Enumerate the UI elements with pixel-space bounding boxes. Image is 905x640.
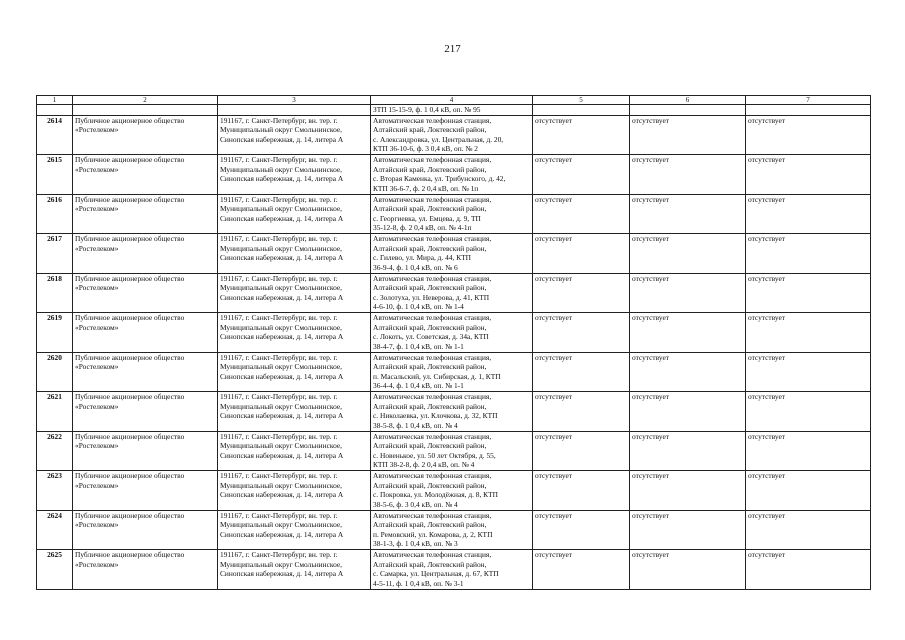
table-row [37, 155, 871, 195]
object-line: Автоматическая телефонная станция, [373, 510, 492, 520]
address-line: 191167, г. Санкт-Петербург, вн. тер. г. [220, 352, 338, 362]
status-cell: отсутствует [533, 510, 630, 550]
address-cell [218, 273, 371, 313]
address-cell [218, 234, 371, 274]
table-row [37, 431, 871, 471]
address-line: 191167, г. Санкт-Петербург, вн. тер. г. [220, 431, 338, 441]
row-number-cell: 2620 [37, 352, 73, 392]
object-line: Автоматическая телефонная станция, [373, 155, 492, 165]
status-cell: отсутствует [630, 115, 746, 155]
address-line: 191167, г. Санкт-Петербург, вн. тер. г. [220, 313, 338, 323]
address-line: Муниципальный округ Смольнинское, [220, 164, 342, 174]
organization-line: Публичное акционерное общество [75, 550, 185, 560]
organization-cell [73, 471, 218, 511]
address-line: Муниципальный округ Смольнинское, [220, 204, 342, 214]
address-line: Муниципальный округ Смольнинское, [220, 283, 342, 293]
address-cell [218, 431, 371, 471]
organization-cell [73, 313, 218, 353]
organization-line: «Ростелеком» [75, 322, 119, 332]
organization-line: «Ростелеком» [75, 559, 119, 569]
column-header: 2 [73, 96, 218, 105]
status-cell: отсутствует [533, 431, 630, 471]
address-line: 191167, г. Санкт-Петербург, вн. тер. г. [220, 194, 338, 204]
table-row [37, 273, 871, 313]
address-cell [218, 115, 371, 155]
column-header: 6 [630, 96, 746, 105]
organization-line: Публичное акционерное общество [75, 471, 185, 481]
address-line: Муниципальный округ Смольнинское, [220, 125, 342, 135]
object-line: 38-5-6, ф. 3 0,4 кВ, оп. № 4 [373, 499, 458, 509]
address-cell [218, 471, 371, 511]
status-cell: отсутствует [630, 392, 746, 432]
object-line: Алтайский край, Локтевский район, [373, 204, 487, 214]
status-cell: отсутствует [533, 352, 630, 392]
status-cell: отсутствует [533, 550, 630, 590]
table-row [37, 115, 871, 155]
row-number-cell: 2614 [37, 115, 73, 155]
object-line: Алтайский край, Локтевский район, [373, 283, 487, 293]
object-line: с. Александровка, ул. Центральная, д. 20, [373, 134, 504, 144]
object-cell [371, 155, 533, 195]
organization-line: Публичное акционерное общество [75, 273, 185, 283]
status-cell: отсутствует [630, 550, 746, 590]
status-cell: отсутствует [630, 431, 746, 471]
address-line: Синопская набережная, д. 14, литера А [220, 253, 344, 263]
row-number-cell: 2618 [37, 273, 73, 313]
organization-line: Публичное акционерное общество [75, 115, 185, 125]
object-cell [371, 352, 533, 392]
table-row [37, 392, 871, 432]
object-line: Алтайский край, Локтевский район, [373, 480, 487, 490]
object-line: Алтайский край, Локтевский район, [373, 559, 487, 569]
organization-cell [73, 431, 218, 471]
object-line: 36-4-4, ф. 1 0,4 кВ, оп. № 1-1 [373, 381, 464, 391]
object-line: с. Георгиевка, ул. Емцева, д. 9, ТП [373, 213, 481, 223]
object-cell [371, 471, 533, 511]
object-line: с. Николаевка, ул. Клочкова, д. 32, КТП [373, 411, 498, 421]
status-cell: отсутствует [746, 471, 871, 511]
address-line: 191167, г. Санкт-Петербург, вн. тер. г. [220, 471, 338, 481]
address-cell [218, 550, 371, 590]
status-cell: отсутствует [533, 273, 630, 313]
address-line: 191167, г. Санкт-Петербург, вн. тер. г. [220, 550, 338, 560]
object-line: с. Золотуха, ул. Неверова, д. 41, КТП [373, 292, 490, 302]
object-line: 38-5-8, ф. 1 0,4 кВ, оп. № 4 [373, 420, 458, 430]
object-cell [371, 431, 533, 471]
organization-line: «Ростелеком» [75, 125, 119, 135]
address-line: Синопская набережная, д. 14, литера А [220, 490, 344, 500]
organization-line: Публичное акционерное общество [75, 155, 185, 165]
object-line: с. Покровка, ул. Молодёжная, д. 8, КТП [373, 490, 498, 500]
address-cell [218, 510, 371, 550]
object-line: Автоматическая телефонная станция, [373, 273, 492, 283]
address-cell [218, 392, 371, 432]
status-cell: отсутствует [630, 313, 746, 353]
organization-line: «Ростелеком» [75, 164, 119, 174]
object-line: Алтайский край, Локтевский район, [373, 441, 487, 451]
address-line: Муниципальный округ Смольнинское, [220, 520, 342, 530]
status-cell: отсутствует [630, 352, 746, 392]
continuation-cell [746, 105, 871, 116]
status-cell: отсутствует [533, 392, 630, 432]
address-line: Синопская набережная, д. 14, литера А [220, 569, 344, 579]
organization-line: Публичное акционерное общество [75, 194, 185, 204]
address-cell [218, 155, 371, 195]
status-cell: отсутствует [746, 194, 871, 234]
address-cell [218, 352, 371, 392]
object-line: Автоматическая телефонная станция, [373, 471, 492, 481]
object-line: Алтайский край, Локтевский район, [373, 125, 487, 135]
object-cell [371, 510, 533, 550]
status-cell: отсутствует [630, 471, 746, 511]
table-row [37, 550, 871, 590]
organization-line: Публичное акционерное общество [75, 234, 185, 244]
address-line: Муниципальный округ Смольнинское, [220, 401, 342, 411]
organization-cell [73, 550, 218, 590]
address-line: Синопская набережная, д. 14, литера А [220, 174, 344, 184]
organization-line: Публичное акционерное общество [75, 392, 185, 402]
status-cell: отсутствует [746, 510, 871, 550]
status-cell: отсутствует [630, 194, 746, 234]
object-line: Алтайский край, Локтевский район, [373, 362, 487, 372]
object-line: с. Самарка, ул. Центральная, д. 67, КТП [373, 569, 499, 579]
status-cell: отсутствует [630, 273, 746, 313]
address-line: Муниципальный округ Смольнинское, [220, 480, 342, 490]
address-line: Синопская набережная, д. 14, литера А [220, 450, 344, 460]
status-cell: отсутствует [746, 352, 871, 392]
continuation-object-cell: ЗТП 15-15-9, ф. 1 0,4 кВ, оп. № 95 [371, 105, 533, 116]
organization-line: «Ростелеком» [75, 441, 119, 451]
status-cell: отсутствует [746, 155, 871, 195]
status-cell: отсутствует [746, 392, 871, 432]
row-number-cell: 2625 [37, 550, 73, 590]
address-line: Синопская набережная, д. 14, литера А [220, 332, 344, 342]
object-line: Алтайский край, Локтевский район, [373, 243, 487, 253]
organization-cell [73, 115, 218, 155]
object-line: Автоматическая телефонная станция, [373, 431, 492, 441]
object-cell [371, 392, 533, 432]
object-line: Автоматическая телефонная станция, [373, 550, 492, 560]
object-line: Автоматическая телефонная станция, [373, 392, 492, 402]
object-line: п. Ремовский, ул. Комарова, д. 2, КТП [373, 529, 493, 539]
object-line: 35-12-8, ф. 2 0,4 кВ, оп. № 4-1п [373, 223, 472, 233]
address-line: 191167, г. Санкт-Петербург, вн. тер. г. [220, 234, 338, 244]
address-line: Муниципальный округ Смольнинское, [220, 441, 342, 451]
address-line: Муниципальный округ Смольнинское, [220, 322, 342, 332]
status-cell: отсутствует [533, 234, 630, 274]
table-row [37, 313, 871, 353]
organization-cell [73, 273, 218, 313]
object-line: 38-1-3, ф. 1 0,4 кВ, оп. № 3 [373, 539, 458, 549]
object-cell [371, 234, 533, 274]
address-cell [218, 313, 371, 353]
address-line: 191167, г. Санкт-Петербург, вн. тер. г. [220, 510, 338, 520]
object-line: 36-9-4, ф. 1 0,4 кВ, оп. № 6 [373, 262, 458, 272]
column-header: 1 [37, 96, 73, 105]
table-row [37, 352, 871, 392]
status-cell: отсутствует [630, 155, 746, 195]
status-cell: отсутствует [746, 431, 871, 471]
object-line: Автоматическая телефонная станция, [373, 194, 492, 204]
continuation-row [37, 105, 871, 116]
table-row [37, 194, 871, 234]
object-line: с. Локоть, ул. Советская, д. 34а, КТП [373, 332, 489, 342]
object-line: Алтайский край, Локтевский район, [373, 401, 487, 411]
organization-line: «Ростелеком» [75, 204, 119, 214]
status-cell: отсутствует [630, 234, 746, 274]
continuation-cell [37, 105, 73, 116]
organization-cell [73, 510, 218, 550]
object-line: Автоматическая телефонная станция, [373, 115, 492, 125]
row-number-cell: 2623 [37, 471, 73, 511]
organization-cell [73, 392, 218, 432]
object-cell [371, 313, 533, 353]
object-line: Алтайский край, Локтевский район, [373, 520, 487, 530]
column-header: 4 [371, 96, 533, 105]
continuation-cell [218, 105, 371, 116]
address-line: Муниципальный округ Смольнинское, [220, 362, 342, 372]
object-line: п. Масальский, ул. Сибирская, д. 1, КТП [373, 371, 501, 381]
address-line: Муниципальный округ Смольнинское, [220, 243, 342, 253]
status-cell: отсутствует [746, 234, 871, 274]
organization-line: «Ростелеком» [75, 243, 119, 253]
status-cell: отсутствует [533, 194, 630, 234]
address-line: 191167, г. Санкт-Петербург, вн. тер. г. [220, 392, 338, 402]
object-line: Автоматическая телефонная станция, [373, 352, 492, 362]
object-cell [371, 550, 533, 590]
address-line: Синопская набережная, д. 14, литера А [220, 411, 344, 421]
address-line: Синопская набережная, д. 14, литера А [220, 292, 344, 302]
status-cell: отсутствует [746, 550, 871, 590]
object-line: Алтайский край, Локтевский район, [373, 322, 487, 332]
status-cell: отсутствует [533, 471, 630, 511]
organization-line: Публичное акционерное общество [75, 431, 185, 441]
status-cell: отсутствует [533, 155, 630, 195]
status-cell: отсутствует [746, 273, 871, 313]
object-line: с. Вторая Каменка, ул. Трибунского, д. 42, [373, 174, 506, 184]
status-cell: отсутствует [630, 510, 746, 550]
status-cell: отсутствует [746, 115, 871, 155]
row-number-cell: 2616 [37, 194, 73, 234]
continuation-cell [533, 105, 630, 116]
organization-cell [73, 155, 218, 195]
registry-table [36, 95, 871, 590]
object-line: Автоматическая телефонная станция, [373, 313, 492, 323]
status-cell: отсутствует [533, 313, 630, 353]
table-row [37, 471, 871, 511]
column-header: 3 [218, 96, 371, 105]
object-line: Алтайский край, Локтевский район, [373, 164, 487, 174]
organization-cell [73, 352, 218, 392]
object-line: 4-6-10, ф. 1 0,4 кВ, оп. № 1-4 [373, 302, 464, 312]
row-number-cell: 2615 [37, 155, 73, 195]
address-line: Синопская набережная, д. 14, литера А [220, 134, 344, 144]
status-cell: отсутствует [746, 313, 871, 353]
object-line: с. Гилево, ул. Мира, д. 44, КТП [373, 253, 471, 263]
address-line: 191167, г. Санкт-Петербург, вн. тер. г. [220, 273, 338, 283]
status-cell: отсутствует [533, 115, 630, 155]
organization-line: Публичное акционерное общество [75, 352, 185, 362]
column-header: 7 [746, 96, 871, 105]
address-line: Синопская набережная, д. 14, литера А [220, 213, 344, 223]
object-cell [371, 115, 533, 155]
organization-line: Публичное акционерное общество [75, 313, 185, 323]
table-row [37, 234, 871, 274]
object-line: КТП 36-6-7, ф. 2 0,4 кВ, оп. № 1п [373, 183, 479, 193]
address-line: Муниципальный округ Смольнинское, [220, 559, 342, 569]
object-line: КТП 36-10-6, ф. 3 0,4 кВ, оп. № 2 [373, 144, 478, 154]
object-cell [371, 273, 533, 313]
organization-line: «Ростелеком» [75, 283, 119, 293]
object-line: с. Новенькое, ул. 50 лет Октября, д. 55, [373, 450, 496, 460]
row-number-cell: 2624 [37, 510, 73, 550]
continuation-cell [73, 105, 218, 116]
address-cell [218, 194, 371, 234]
organization-cell [73, 194, 218, 234]
object-line: КТП 38-2-8, ф. 2 0,4 кВ, оп. № 4 [373, 460, 475, 470]
organization-cell [73, 234, 218, 274]
row-number-cell: 2621 [37, 392, 73, 432]
address-line: 191167, г. Санкт-Петербург, вн. тер. г. [220, 155, 338, 165]
address-line: 191167, г. Санкт-Петербург, вн. тер. г. [220, 115, 338, 125]
object-line: 4-5-11, ф. 1 0,4 кВ, оп. № 3-1 [373, 578, 464, 588]
row-number-cell: 2622 [37, 431, 73, 471]
table-row [37, 510, 871, 550]
address-line: Синопская набережная, д. 14, литера А [220, 371, 344, 381]
page-number: 217 [444, 43, 461, 55]
organization-line: «Ростелеком» [75, 520, 119, 530]
organization-line: «Ростелеком» [75, 480, 119, 490]
object-line: 38-4-7, ф. 1 0,4 кВ, оп. № 1-1 [373, 341, 464, 351]
object-line: Автоматическая телефонная станция, [373, 234, 492, 244]
row-number-cell: 2617 [37, 234, 73, 274]
column-header-row [37, 96, 871, 105]
object-cell [371, 194, 533, 234]
address-line: Синопская набережная, д. 14, литера А [220, 529, 344, 539]
row-number-cell: 2619 [37, 313, 73, 353]
organization-line: «Ростелеком» [75, 401, 119, 411]
continuation-cell [630, 105, 746, 116]
column-header: 5 [533, 96, 630, 105]
organization-line: «Ростелеком» [75, 362, 119, 372]
organization-line: Публичное акционерное общество [75, 510, 185, 520]
